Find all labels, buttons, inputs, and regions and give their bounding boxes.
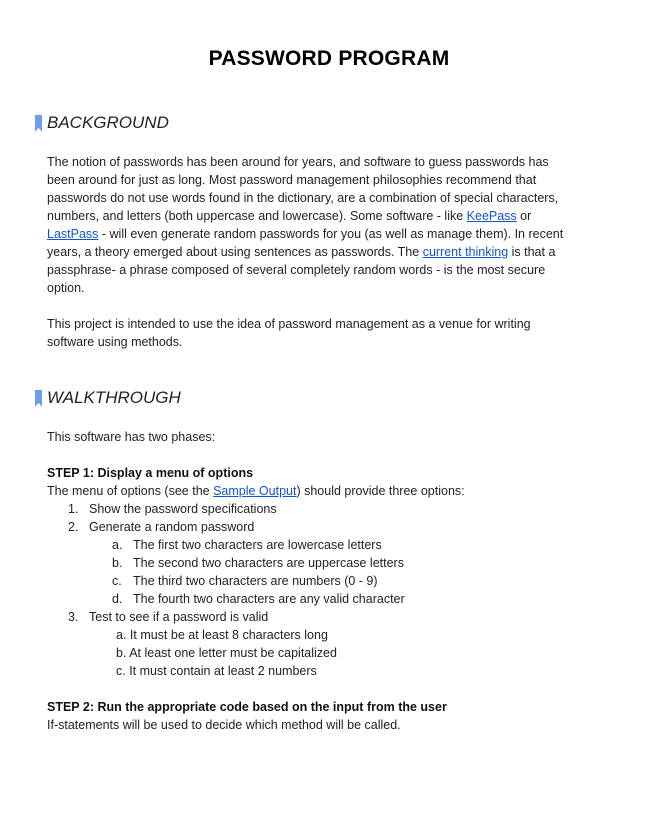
background-p1-line [47,207,531,225]
background-p1-line: option. [47,281,85,295]
background-p2-line: software using methods. [47,335,183,349]
step1-description [47,482,465,500]
sub-list-item: a. It must be at least 8 characters long [116,628,328,642]
sub-list-item: c. It must contain at least 2 numbers [116,664,317,678]
lastpass-link[interactable]: LastPass [47,227,99,241]
page-title: PASSWORD PROGRAM [208,47,450,70]
sub-list-item: The third two characters are numbers (0 - 9) [133,574,378,588]
list-item: Generate a random password [89,520,255,534]
step2-title: STEP 2: Run the appropriate code based on the input from the user [47,700,447,714]
sub-list-item: The second two characters are uppercase letters [133,556,404,570]
step1-title: STEP 1: Display a menu of options [47,466,254,480]
list-item: Show the password specifications [89,502,277,516]
text-span: or [516,209,532,223]
sample-output-link[interactable]: Sample Output [213,484,297,498]
sub-list-item: The fourth two characters are any valid character [133,592,405,606]
background-p1-line [47,225,563,243]
sub-item-letter: b. [112,556,123,570]
background-p1-line: passwords do not use words found in the dictionary, are a combination of special characters, [47,191,559,205]
sub-list-item: The first two characters are lowercase letters [133,538,382,552]
current-thinking-link[interactable]: current thinking [422,245,509,259]
background-heading-text: BACKGROUND [47,113,169,132]
text-span: numbers, and letters (both uppercase and lowercase). Some software - like [47,209,467,223]
walkthrough-intro: This software has two phases: [47,430,216,444]
text-span: The menu of options (see the [47,484,214,498]
list-item: Test to see if a password is valid [89,610,269,624]
bookmark-icon [35,390,42,407]
sub-item-letter: c. [112,574,122,588]
text-span: is that a [508,245,556,259]
background-p1-line [47,243,555,261]
sub-item-letter: a. [112,538,123,552]
text-span: ) should provide three options: [296,484,465,498]
list-item-number: 1. [68,502,79,516]
text-span: years, a theory emerged about using sentences as passwords. The [47,245,423,259]
step2-description: If-statements will be used to decide which method will be called. [47,718,401,732]
keepass-link[interactable]: KeePass [466,209,517,223]
bookmark-icon [35,115,42,132]
walkthrough-heading-text: WALKTHROUGH [47,388,181,407]
sub-item-letter: d. [112,592,123,606]
list-item-number: 3. [68,610,79,624]
background-p1-line: The notion of passwords has been around for years, and software to guess passwords has [47,155,549,169]
background-p1-line: passphrase- a phrase composed of several completely random words - is the most secure [47,263,546,277]
background-p2-line: This project is intended to use the idea of password management as a venue for writing [47,317,531,331]
background-p1-line: been around for just as long. Most password management philosophies recommend that [47,173,537,187]
sub-list-item: b. At least one letter must be capitalized [116,646,337,660]
text-span: - will even generate random passwords for you (as well as manage them). In recent [98,227,564,241]
list-item-number: 2. [68,520,79,534]
